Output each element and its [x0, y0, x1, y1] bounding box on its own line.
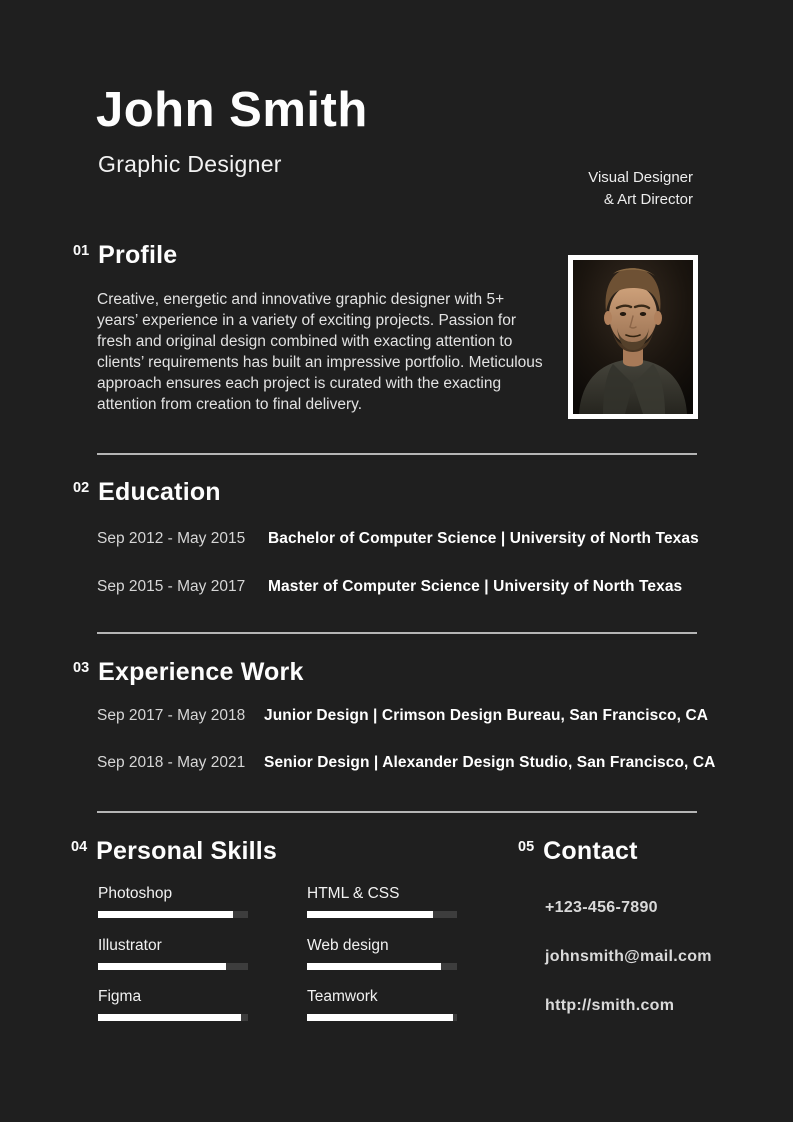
education-dates: Sep 2012 - May 2015	[97, 530, 246, 547]
portrait-photo	[568, 255, 698, 419]
skill-label: Figma	[98, 988, 142, 1005]
education-row	[97, 578, 682, 596]
section-title: Contact	[543, 837, 638, 865]
section-title: Experience Work	[98, 658, 304, 686]
experience-detail: Junior Design | Crimson Design Bureau, San Francisco, CA	[264, 707, 709, 724]
person-name: John Smith	[96, 83, 368, 137]
skill-label: Web design	[307, 937, 389, 954]
skill-item	[307, 988, 457, 1021]
skill-item	[307, 937, 457, 970]
section-number: 04	[71, 839, 88, 855]
skill-label: Teamwork	[307, 988, 378, 1005]
section-heading-skills	[71, 838, 277, 864]
section-divider	[97, 453, 697, 455]
skill-bar-fill	[98, 1014, 241, 1021]
skill-bar	[307, 963, 457, 970]
skill-bar	[98, 1014, 248, 1021]
profile-paragraph: Creative, energetic and innovative graphic designer with 5+ years’ experience in a variety of exciting projects. Passion for fresh and original design combined with exacting attention to clients’ requirements has built an impressive portfolio. Meticulous approach ensures each project is curated with the exacting attention from creation to final delivery.	[97, 291, 543, 413]
section-number: 02	[73, 480, 90, 496]
skill-bar	[98, 963, 248, 970]
skill-item	[98, 988, 248, 1021]
skill-label: HTML & CSS	[307, 885, 400, 902]
education-dates: Sep 2015 - May 2017	[97, 578, 246, 595]
education-row	[97, 530, 699, 548]
section-heading-experience	[73, 659, 304, 685]
portrait-illustration	[573, 260, 693, 414]
experience-row	[97, 707, 708, 725]
section-divider	[97, 632, 697, 634]
side-title	[588, 167, 693, 210]
side-title-line2: & Art Director	[603, 190, 693, 208]
experience-dates: Sep 2017 - May 2018	[97, 707, 246, 724]
side-title-line1: Visual Designer	[588, 169, 693, 186]
education-detail: Bachelor of Computer Science | University of North Texas	[268, 530, 699, 547]
section-heading-contact	[518, 838, 638, 864]
skill-bar-fill	[307, 1014, 453, 1021]
skill-label: Photoshop	[98, 885, 173, 902]
skill-bar	[307, 1014, 457, 1021]
section-title: Personal Skills	[96, 837, 278, 865]
skill-bar	[307, 911, 457, 918]
experience-dates: Sep 2018 - May 2021	[97, 754, 246, 771]
experience-row	[97, 754, 715, 772]
experience-detail: Senior Design | Alexander Design Studio, San Francisco, CA	[264, 754, 716, 771]
section-divider	[97, 811, 697, 813]
skill-item	[307, 885, 457, 918]
skill-bar	[98, 911, 248, 918]
section-title: Profile	[98, 241, 178, 269]
contact-website: http://smith.com	[545, 997, 675, 1014]
education-detail: Master of Computer Science | University of North Texas	[268, 578, 683, 595]
skill-item	[98, 937, 248, 970]
contact-phone: +123-456-7890	[545, 899, 658, 916]
skill-bar-fill	[307, 911, 433, 918]
section-number: 05	[518, 839, 535, 855]
section-number: 01	[73, 243, 90, 259]
skill-bar-fill	[98, 911, 233, 918]
contact-email: johnsmith@mail.com	[545, 948, 712, 965]
section-number: 03	[73, 660, 90, 676]
person-role: Graphic Designer	[98, 151, 282, 177]
section-title: Education	[98, 478, 221, 506]
section-heading-profile	[73, 242, 177, 268]
skill-bar-fill	[98, 963, 226, 970]
skill-label: Illustrator	[98, 937, 162, 954]
section-heading-education	[73, 479, 221, 505]
skill-bar-fill	[307, 963, 441, 970]
skill-item	[98, 885, 248, 918]
